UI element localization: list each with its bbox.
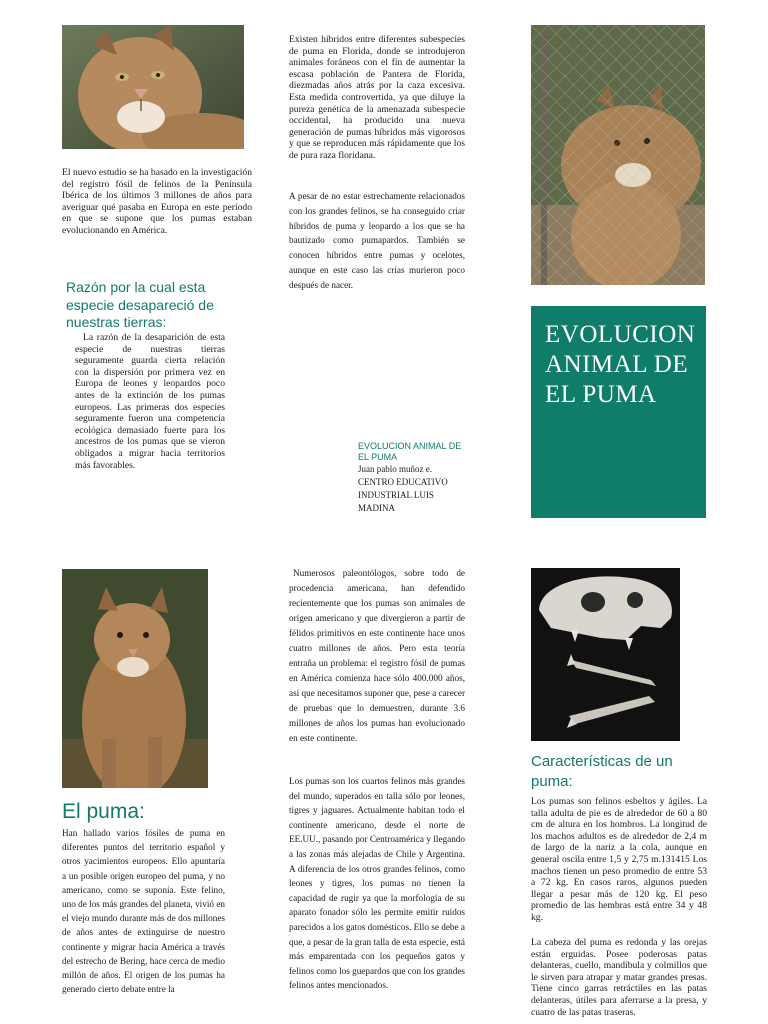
size-paragraph: Los pumas son los cuartos felinos más grandes del mundo, superados en talla sólo por leones, tigres y jaguares. Actualmente habitan todo el continente americano, desde el norte de EE.UU., pasando por Centroamérica y llegando a las zonas más alejadas de Chile y Argentina. A diferencia de los otros grandes felinos, como leones y tigres, los pumas no tienen la capacidad de rugir ya que la morfología de su aparato fonador sólo les permite emitir ruidos parecidos a los gatos domésticos. Ello se debe a que, a pesar de la gran talla de esta especie, está más emparentada con los pequeños gatos y felinos como los guepardos que con los grandes felinos antes mencionados. — [289, 776, 466, 991]
intro-text: El nuevo estudio se ha basado en la investigación del registro fósil de felinos de la Península Ibérica de los últimos 3 millones de años para averiguar qué pasaba en Europa en este período en que se supone que los pumas estaban evolucionando en América. — [62, 167, 252, 236]
disappearance-body: La razón de la desaparición de esta especie de nuestras tierras seguramente guarda cierta relación con la dispersión por primera vez en Europa de leones y leopardos poco antes de la extinción de los pumas europeos. Las primeras dos especies seguramente fueron una competencia ecológica demasiado fuerte para los ancestros de los pumas que se vieron obligados a migrar hacia territorios más favorables. — [75, 332, 225, 471]
origin-paragraph: Numerosos paleontólogos, sobre todo de procedencia americana, han defendido recientemente que los pumas son animales de origen americano y que divergieron a partir de félidos primitivos en este continente hace unos cuatro millones de años. Pero esta teoría entraña un problema: el registro fósil de pumas en América comienza hace sólo 400.000 años, así que necesitamos suponer que, pese a carecer de pruebas que lo demuestren, durante 3.6 millones de años los pumas han evolucionado en este continente. — [289, 568, 466, 743]
credit-author: Juan pablo muñoz e. — [358, 464, 432, 474]
hybrids-paragraph: Existen híbridos entre diferentes subespecies de puma en Florida, donde se introdujeron animales foráneos con el fin de aumentar la escasa población de Pantera de Florida, diezmadas años atrás por la caza excesiva. Esta medida controvertida, ya que diluye la pureza genética de la amenazada subespecie occidental, ha producido una nueva generación de pumas híbridos más vigorosos y que se reproducen más rápidamente que los de pura raza floridana. — [289, 34, 465, 161]
puma-skull-photo — [531, 568, 680, 741]
cover-panel — [531, 306, 706, 518]
pumapardos-paragraph: A pesar de no estar estrechamente relacionados con los grandes felinos, se ha conseguido criar híbridos de puma y leopardo a los que se ha bautizado como pumapardos. También se conocen híbridos entre pumas y ocelotes, aunque en este caso las crías murieron poco después de nacer. — [289, 191, 465, 290]
section-heading-characteristics: Características de un puma: — [531, 753, 673, 790]
cover-title: EVOLUCION ANIMAL DE EL PUMA — [545, 321, 696, 408]
puma-behind-fence-photo — [531, 25, 705, 285]
section-heading-el-puma: El puma: — [62, 800, 145, 823]
puma-walking-photo — [62, 569, 208, 788]
credits-block — [358, 441, 468, 515]
el-puma-body: Han hallado varios fósiles de puma en diferentes puntos del territorio español y otros yacimientos europeos. Ello apuntaría a un posible origen europeo del puma, y no americano, como se suponía. Este felino, uno de los más grandes del planeta, vivió en el viejo mundo durante más de dos millones de años antes de extinguirse de nuestro continente y migrar hacia América a través del estrecho de Bering, hace cerca de medio millón de años. El origen de los pumas ha generado cierto debate entre la — [62, 828, 225, 995]
puma-face-photo — [62, 25, 244, 149]
section-heading-disappearance: Razón por la cual esta especie desapareció de nuestras tierras: — [66, 279, 214, 330]
characteristics-paragraph-1: Los pumas son felinos esbeltos y ágiles. La talla adulta de pie es de alrededor de 60 a 80 cm de altura en los hombros. La longitud de los machos adultos es de alrededor de 2,4 m de largo de la nariz a la cola, aunque en general oscila entre 1,5 y 2,75 m.131415 Los machos tienen un peso promedio de entre 53 a 72 kg. En casos raros, algunos pueden llegar a pesar más de 120 kg. El peso promedio de las hembras está entre 34 y 48 kg. — [531, 796, 707, 923]
credit-title: EVOLUCION ANIMAL DE EL PUMA — [358, 441, 462, 462]
characteristics-paragraph-2: La cabeza del puma es redonda y las orejas están erguidas. Posee poderosas patas delanteras, cuello, mandíbula y colmillos que le sirven para atrapar y matar grandes presas. Tiene cinco garras retráctiles en las patas delanteras, útiles para aferrarse a la presa, y cuatro de las patas traseras. — [531, 937, 707, 1018]
credit-school: CENTRO EDUCATIVO INDUSTRIAL LUIS MADINA — [358, 477, 448, 513]
